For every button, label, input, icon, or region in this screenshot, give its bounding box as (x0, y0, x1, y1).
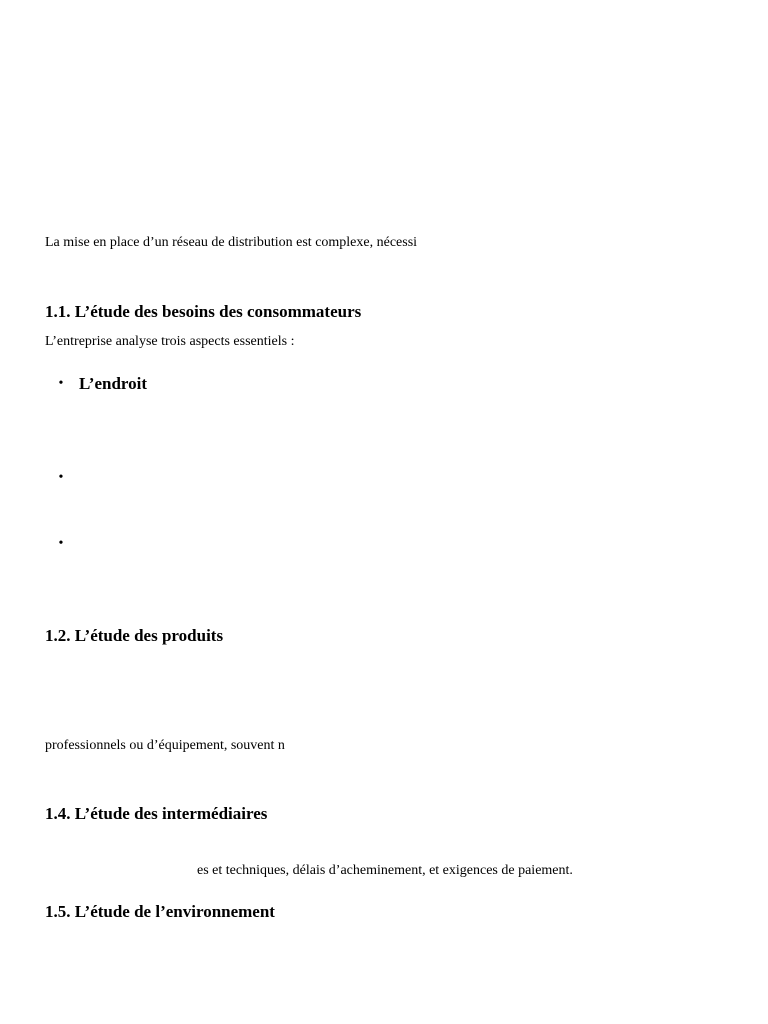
section-heading-1-5: 1.5. L’étude de l’environnement (45, 902, 275, 921)
consumers-intro-paragraph: L’entreprise analyse trois aspects essentiels : (45, 334, 295, 349)
bullet-marker-2: • (58, 470, 64, 485)
section-heading-1-4: 1.4. L’étude des intermédiaires (45, 804, 268, 823)
intermediaries-fragment-paragraph: es et techniques, délais d’acheminement, et exigences de paiement. (197, 863, 573, 878)
bullet-marker-1: • (58, 376, 64, 391)
section-heading-1-1: 1.1. L’étude des besoins des consommateurs (45, 302, 362, 321)
bullet-marker-3: • (58, 536, 64, 551)
bullet-item-endroit: L’endroit (79, 374, 148, 393)
intro-paragraph: La mise en place d’un réseau de distribution est complexe, nécessi (45, 235, 418, 250)
products-fragment-paragraph: professionnels ou d’équipement, souvent n (45, 738, 285, 753)
section-heading-1-2: 1.2. L’étude des produits (45, 626, 224, 645)
